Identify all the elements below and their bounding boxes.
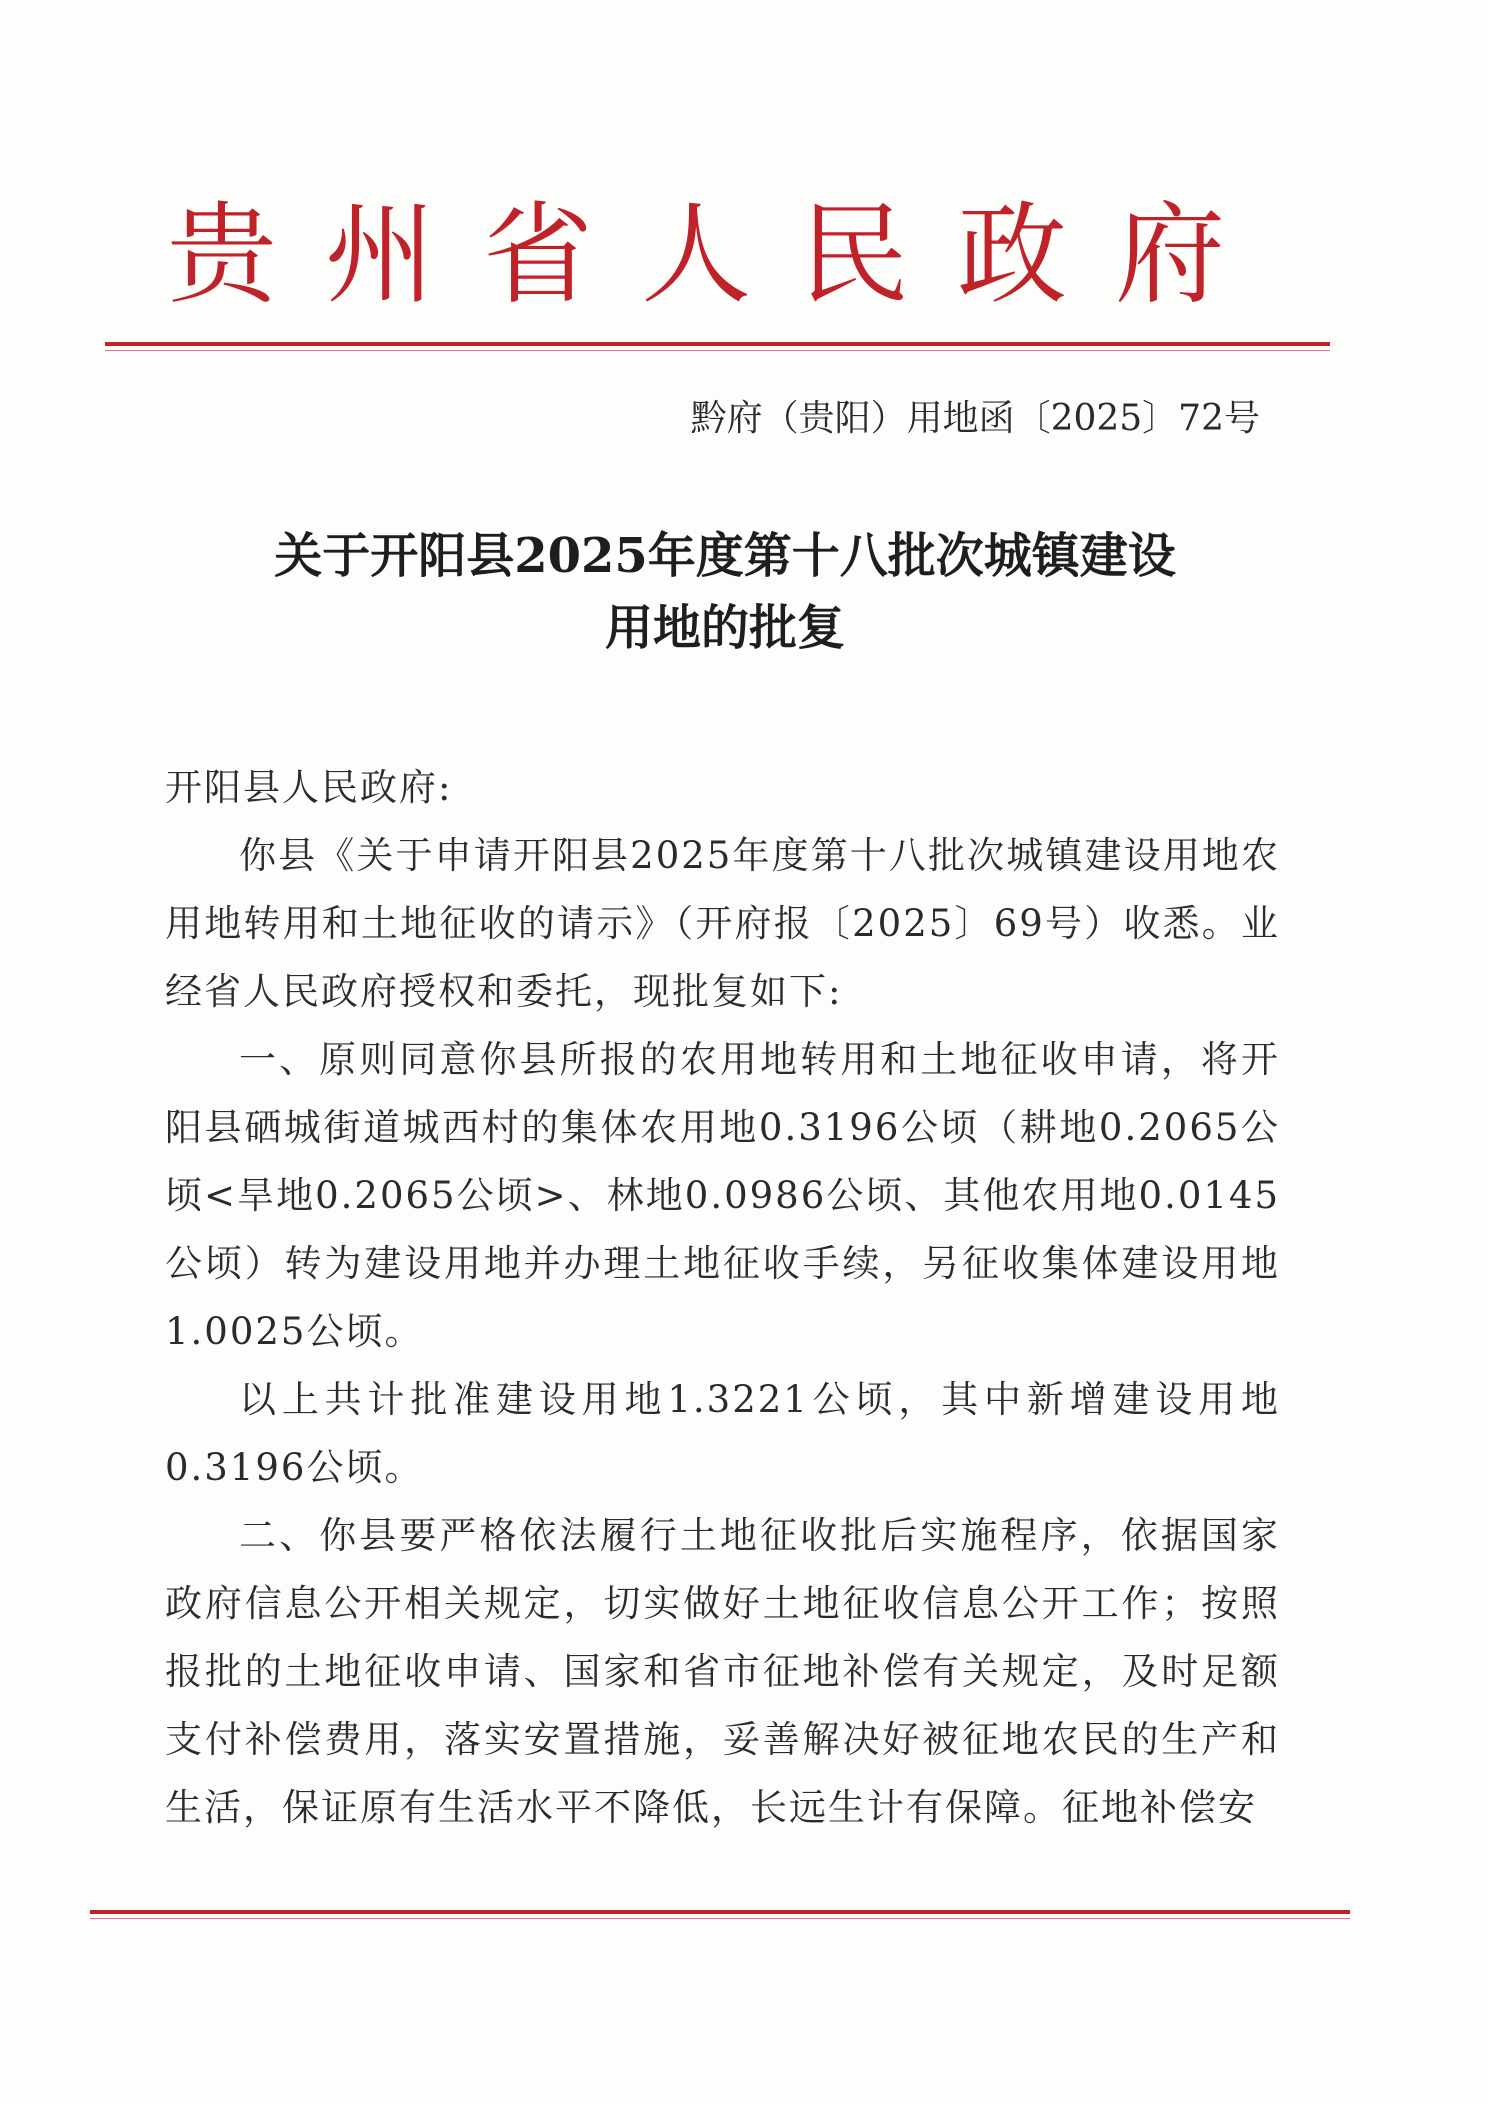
masthead-title: 贵州省人民政府 bbox=[167, 191, 1273, 319]
masthead-divider bbox=[105, 342, 1330, 346]
paragraph-intro: 你县《关于申请开阳县2025年度第十八批次城镇建设用地农用地转用和土地征收的请示》（开府报〔2025〕69号）收悉。业经省人民政府授权和委托，现批复如下: bbox=[165, 834, 1280, 1013]
document-body bbox=[165, 754, 1280, 1842]
document-title-line1: 关于开阳县2025年度第十八批次城镇建设 bbox=[274, 528, 1176, 584]
paragraph-item-two: 二、你县要严格依法履行土地征收批后实施程序，依据国家政府信息公开相关规定，切实做好土地征收信息公开工作；按照报批的土地征收申请、国家和省市征地补偿有关规定，及时足额支付补偿费用，落实安置措施，妥善解决好被征地农民的生产和生活，保证原有生活水平不降低，长远生计有保障。征地补偿安 bbox=[165, 1514, 1280, 1829]
document-title-line2: 用地的批复 bbox=[604, 600, 845, 656]
document-title bbox=[150, 520, 1300, 664]
footer-divider-thin bbox=[90, 1918, 1350, 1919]
paragraph-total: 以上共计批准建设用地1.3221公顷，其中新增建设用地0.3196公顷。 bbox=[165, 1378, 1280, 1489]
paragraph-item-one: 一、原则同意你县所报的农用地转用和土地征收申请，将开阳县硒城街道城西村的集体农用地0.3196公顷（耕地0.2065公顷<旱地0.2065公顷>、林地0.0986公顷、其他农用地0.0145公顷）转为建设用地并办理土地征收手续，另征收集体建设用地1.0025公顷。 bbox=[165, 1038, 1280, 1353]
document-number: 黔府（贵阳）用地函〔2025〕72号 bbox=[690, 398, 1260, 439]
footer-divider bbox=[90, 1910, 1350, 1914]
masthead-divider-thin bbox=[105, 350, 1330, 351]
addressee: 开阳县人民政府: bbox=[165, 766, 453, 809]
